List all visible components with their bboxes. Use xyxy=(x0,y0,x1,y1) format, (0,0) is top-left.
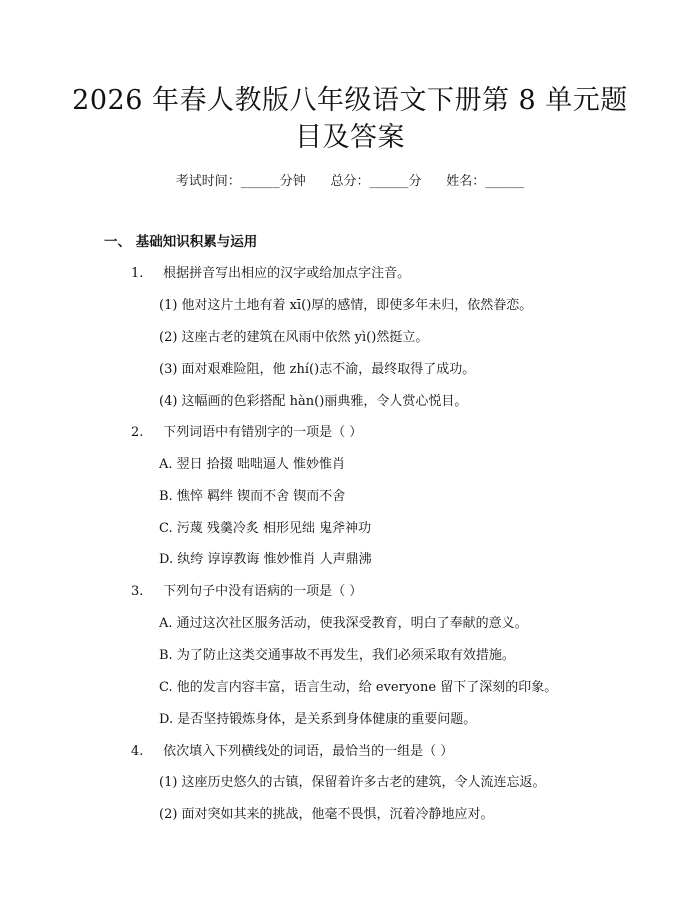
question-1-item-3: (3) 面对艰难险阻，他 zhí()志不渝，最终取得了成功。 xyxy=(159,362,476,377)
question-1-item-1: (1) 他对这片土地有着 xī()厚的感情，即使多年未归，依然眷恋。 xyxy=(159,298,533,313)
question-4-item-2: (2) 面对突如其来的挑战，他毫不畏惧，沉着冷静地应对。 xyxy=(159,807,494,822)
question-4-item-1: (1) 这座历史悠久的古镇，保留着许多古老的建筑，令人流连忘返。 xyxy=(159,775,546,790)
question-number: 1. xyxy=(131,266,144,281)
question-2-option-a: A. 翌日 拾掇 咄咄逼人 惟妙惟肖 xyxy=(159,457,346,472)
section-heading: 一、 基础知识积累与运用 xyxy=(104,234,258,250)
question-number: 2. xyxy=(131,425,144,440)
question-text: 下列句子中没有语病的一项是（ ） xyxy=(163,584,363,599)
question-3-option-d: D. 是否坚持锻炼身体，是关系到身体健康的重要问题。 xyxy=(159,712,477,727)
document-title xyxy=(70,82,630,156)
question-3 xyxy=(131,580,362,599)
question-4 xyxy=(131,740,453,759)
question-3-option-a: A. 通过这次社区服务活动，使我深受教育，明白了奉献的意义。 xyxy=(159,616,528,631)
question-2-option-c: C. 污蔑 残羹冷炙 相形见绌 鬼斧神功 xyxy=(159,521,372,536)
question-3-option-b: B. 为了防止这类交通事故不再发生，我们必须采取有效措施。 xyxy=(159,648,515,663)
exam-meta-line: 考试时间：______分钟 总分：______分 姓名：______ xyxy=(175,174,525,189)
title-line-2: 目及答案 xyxy=(295,122,405,153)
question-text: 下列词语中有错别字的一项是（ ） xyxy=(163,425,363,440)
question-1 xyxy=(131,262,410,281)
question-text: 依次填入下列横线处的词语，最恰当的一组是（ ） xyxy=(163,744,454,759)
question-2 xyxy=(131,421,362,440)
question-text: 根据拼音写出相应的汉字或给加点字注音。 xyxy=(163,266,411,281)
question-2-option-b: B. 憔悴 羁绊 锲而不舍 锲而不舍 xyxy=(159,489,346,504)
question-3-option-c: C. 他的发言内容丰富，语言生动，给 everyone 留下了深刻的印象。 xyxy=(159,680,558,695)
question-1-item-2: (2) 这座古老的建筑在风雨中依然 yì()然挺立。 xyxy=(159,330,429,345)
question-number: 3. xyxy=(131,584,144,599)
question-number: 4. xyxy=(131,744,144,759)
question-1-item-4: (4) 这幅画的色彩搭配 hàn()丽典雅，令人赏心悦目。 xyxy=(159,394,468,409)
question-2-option-d: D. 纨绔 谆谆教诲 惟妙惟肖 人声鼎沸 xyxy=(159,552,372,567)
title-line-1: 2026 年春人教版八年级语文下册第 8 单元题 xyxy=(72,85,628,116)
